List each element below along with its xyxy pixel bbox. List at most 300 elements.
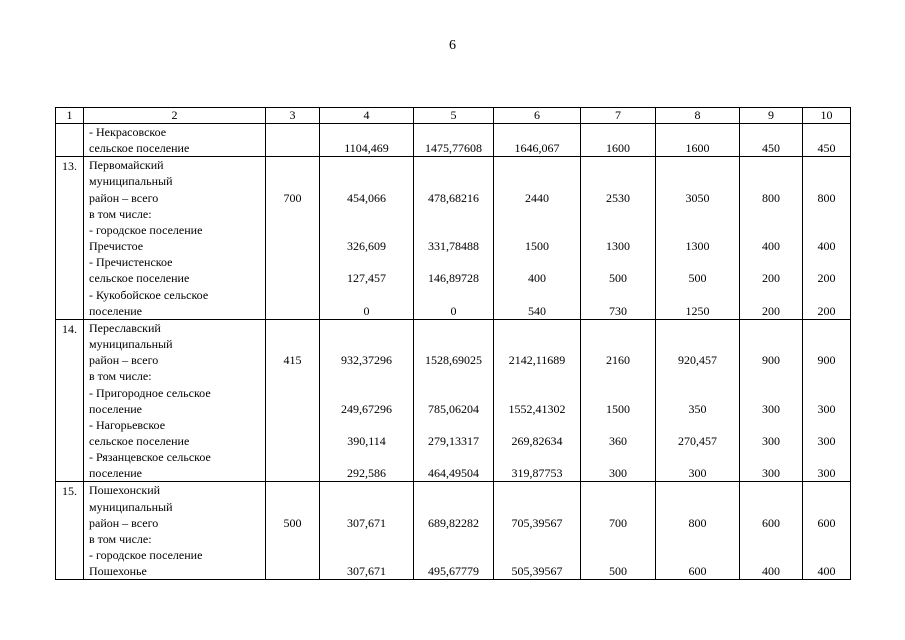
value-line bbox=[740, 206, 802, 222]
value-line: 700 bbox=[283, 190, 302, 205]
value-line: 200 bbox=[762, 303, 780, 318]
value-line: 307,671 bbox=[347, 564, 386, 579]
table-row bbox=[56, 319, 851, 482]
value-line bbox=[266, 384, 319, 400]
value-line bbox=[803, 286, 850, 302]
value-line bbox=[656, 336, 739, 352]
value-line: 300 bbox=[762, 466, 780, 481]
value-line: 450 bbox=[762, 141, 780, 156]
value-line bbox=[494, 222, 580, 238]
value-line bbox=[656, 449, 739, 465]
value-line bbox=[740, 254, 802, 270]
value-line: 454,066 bbox=[347, 190, 386, 205]
value-line bbox=[740, 531, 802, 547]
value-line: 1300 bbox=[606, 239, 630, 254]
name-line: - Нагорьевское bbox=[89, 417, 166, 432]
value-cell bbox=[656, 124, 740, 157]
value-cell bbox=[320, 124, 414, 157]
value-line bbox=[266, 482, 319, 498]
value-line bbox=[656, 547, 739, 563]
value-line bbox=[320, 368, 413, 384]
value-line bbox=[803, 531, 850, 547]
value-cell bbox=[414, 319, 494, 482]
value-line bbox=[581, 417, 655, 433]
value-line bbox=[266, 157, 319, 173]
value-line bbox=[414, 531, 493, 547]
value-line bbox=[581, 368, 655, 384]
value-line bbox=[581, 384, 655, 400]
name-line: в том числе: bbox=[89, 206, 152, 221]
value-line: 307,671 bbox=[347, 515, 386, 530]
value-line bbox=[414, 254, 493, 270]
value-line bbox=[414, 206, 493, 222]
value-cell bbox=[320, 319, 414, 482]
value-line: 2142,11689 bbox=[508, 353, 566, 368]
municipality-name bbox=[84, 124, 266, 157]
value-cell bbox=[803, 157, 851, 320]
header-cell: 6 bbox=[494, 108, 581, 124]
page-number: 6 bbox=[449, 38, 456, 53]
value-line bbox=[581, 254, 655, 270]
value-cell bbox=[414, 482, 494, 580]
value-line bbox=[803, 547, 850, 563]
value-line: 300 bbox=[817, 433, 836, 448]
value-line: 500 bbox=[609, 564, 627, 579]
row-number: 13. bbox=[56, 157, 84, 320]
value-line bbox=[581, 499, 655, 515]
value-line bbox=[320, 449, 413, 465]
value-line bbox=[266, 465, 319, 481]
value-line bbox=[320, 384, 413, 400]
name-line: - Пригородное сельское bbox=[89, 385, 211, 400]
value-line: 400 bbox=[528, 271, 546, 286]
header-cell: 7 bbox=[581, 108, 656, 124]
value-line: 200 bbox=[817, 303, 836, 318]
value-line: 127,457 bbox=[347, 271, 386, 286]
value-line: 2440 bbox=[525, 190, 549, 205]
name-line: - городское поселение bbox=[89, 548, 203, 563]
value-line: 400 bbox=[817, 564, 836, 579]
name-line: Переславский bbox=[89, 320, 161, 335]
value-line bbox=[494, 449, 580, 465]
value-line: 600 bbox=[817, 515, 836, 530]
value-line: 900 bbox=[817, 353, 836, 368]
value-line bbox=[266, 433, 319, 449]
row-number: 15. bbox=[56, 482, 84, 580]
value-line bbox=[656, 254, 739, 270]
value-line: 319,87753 bbox=[511, 466, 563, 481]
value-line bbox=[740, 336, 802, 352]
value-line bbox=[656, 286, 739, 302]
value-cell bbox=[803, 482, 851, 580]
header-cell: 10 bbox=[803, 108, 851, 124]
value-line: 300 bbox=[817, 466, 836, 481]
header-cell: 2 bbox=[84, 108, 266, 124]
value-line bbox=[581, 173, 655, 189]
header-cell: 1 bbox=[56, 108, 84, 124]
value-line bbox=[320, 124, 413, 140]
value-line: 300 bbox=[762, 401, 780, 416]
value-line: 900 bbox=[762, 353, 780, 368]
value-line bbox=[266, 140, 319, 156]
value-cell bbox=[656, 319, 740, 482]
value-line bbox=[266, 401, 319, 417]
value-line: 600 bbox=[762, 515, 780, 530]
value-line bbox=[320, 499, 413, 515]
value-cell bbox=[414, 124, 494, 157]
value-line bbox=[740, 320, 802, 336]
value-line bbox=[740, 222, 802, 238]
municipality-name bbox=[84, 157, 266, 320]
value-line bbox=[494, 499, 580, 515]
value-line bbox=[494, 157, 580, 173]
value-cell bbox=[581, 157, 656, 320]
value-line bbox=[414, 124, 493, 140]
value-line bbox=[656, 499, 739, 515]
name-line: муниципальный bbox=[89, 174, 173, 189]
value-line bbox=[803, 336, 850, 352]
value-line: 495,67779 bbox=[428, 564, 479, 579]
name-line: поселение bbox=[89, 401, 143, 416]
value-line bbox=[414, 547, 493, 563]
value-line bbox=[803, 254, 850, 270]
value-line bbox=[494, 531, 580, 547]
value-line: 1300 bbox=[685, 239, 710, 254]
table-row bbox=[56, 124, 851, 157]
header-cell: 5 bbox=[414, 108, 494, 124]
value-line: 689,82282 bbox=[428, 515, 479, 530]
value-cell bbox=[740, 319, 803, 482]
value-line bbox=[266, 417, 319, 433]
value-cell bbox=[803, 319, 851, 482]
municipality-name bbox=[84, 319, 266, 482]
value-cell bbox=[494, 124, 581, 157]
value-line bbox=[414, 336, 493, 352]
name-line: поселение bbox=[89, 303, 143, 318]
value-line bbox=[803, 124, 850, 140]
value-line bbox=[320, 173, 413, 189]
value-cell bbox=[581, 124, 656, 157]
value-line: 300 bbox=[688, 466, 707, 481]
value-line bbox=[494, 320, 580, 336]
name-line: район – всего bbox=[89, 190, 159, 205]
value-line bbox=[266, 270, 319, 286]
value-line: 400 bbox=[762, 564, 780, 579]
value-line bbox=[320, 206, 413, 222]
value-cell bbox=[803, 124, 851, 157]
name-line: Пошехонский bbox=[89, 483, 161, 498]
value-line bbox=[581, 336, 655, 352]
value-line: 200 bbox=[817, 271, 836, 286]
value-line bbox=[320, 547, 413, 563]
value-line: 400 bbox=[762, 239, 780, 254]
value-line: 331,78488 bbox=[428, 239, 479, 254]
value-line: 800 bbox=[688, 515, 707, 530]
value-line bbox=[494, 482, 580, 498]
value-line: 300 bbox=[609, 466, 627, 481]
value-line bbox=[803, 368, 850, 384]
value-line: 500 bbox=[283, 515, 302, 530]
value-line bbox=[740, 499, 802, 515]
value-line bbox=[581, 547, 655, 563]
value-line bbox=[656, 124, 739, 140]
value-line bbox=[414, 173, 493, 189]
value-cell bbox=[320, 157, 414, 320]
name-line: - городское поселение bbox=[89, 222, 203, 237]
value-line: 1500 bbox=[606, 401, 630, 416]
value-line bbox=[266, 303, 319, 319]
value-line: 920,457 bbox=[678, 353, 717, 368]
name-line: Пречистое bbox=[89, 239, 144, 254]
value-line bbox=[656, 482, 739, 498]
value-line bbox=[494, 336, 580, 352]
header-cell: 3 bbox=[266, 108, 320, 124]
table-row bbox=[56, 157, 851, 320]
value-cell bbox=[494, 319, 581, 482]
value-line: 0 bbox=[363, 303, 370, 318]
value-line: 1475,77608 bbox=[425, 141, 482, 156]
value-line: 705,39567 bbox=[511, 515, 563, 530]
value-line: 0 bbox=[450, 303, 457, 318]
value-line bbox=[266, 206, 319, 222]
value-line: 505,39567 bbox=[511, 564, 563, 579]
value-line bbox=[320, 157, 413, 173]
value-line bbox=[266, 547, 319, 563]
header-cell: 8 bbox=[656, 108, 740, 124]
row-number: 14. bbox=[56, 319, 84, 482]
value-line bbox=[581, 320, 655, 336]
value-cell bbox=[266, 482, 320, 580]
value-line bbox=[414, 499, 493, 515]
value-line: 415 bbox=[283, 353, 302, 368]
value-line bbox=[414, 222, 493, 238]
value-line bbox=[266, 124, 319, 140]
name-line: сельское поселение bbox=[89, 271, 190, 286]
value-line bbox=[803, 320, 850, 336]
value-line bbox=[803, 173, 850, 189]
value-line bbox=[656, 417, 739, 433]
value-cell bbox=[414, 157, 494, 320]
value-line bbox=[656, 320, 739, 336]
municipality-name bbox=[84, 482, 266, 580]
value-line bbox=[494, 173, 580, 189]
name-line: в том числе: bbox=[89, 369, 152, 384]
value-line bbox=[320, 482, 413, 498]
value-line bbox=[266, 449, 319, 465]
name-line: поселение bbox=[89, 466, 143, 481]
value-line: 1600 bbox=[606, 141, 630, 156]
name-line: - Рязанцевское сельское bbox=[89, 450, 211, 465]
value-line: 269,82634 bbox=[511, 433, 563, 448]
value-line bbox=[266, 254, 319, 270]
name-line: сельское поселение bbox=[89, 433, 190, 448]
value-cell bbox=[656, 157, 740, 320]
value-line bbox=[414, 320, 493, 336]
value-line bbox=[740, 449, 802, 465]
value-line: 2530 bbox=[606, 190, 630, 205]
value-line bbox=[656, 173, 739, 189]
value-line: 400 bbox=[817, 239, 836, 254]
value-line: 2160 bbox=[606, 353, 630, 368]
value-line bbox=[581, 124, 655, 140]
value-line bbox=[320, 254, 413, 270]
value-line bbox=[320, 417, 413, 433]
value-line bbox=[494, 417, 580, 433]
header-cell: 9 bbox=[740, 108, 803, 124]
value-line bbox=[803, 222, 850, 238]
value-line bbox=[320, 222, 413, 238]
value-line: 1500 bbox=[525, 239, 549, 254]
name-line: Первомайский bbox=[89, 158, 164, 173]
value-line bbox=[414, 157, 493, 173]
value-line bbox=[266, 286, 319, 302]
value-line bbox=[320, 531, 413, 547]
value-line bbox=[656, 384, 739, 400]
value-cell bbox=[494, 157, 581, 320]
value-line: 292,586 bbox=[347, 466, 386, 481]
value-line bbox=[266, 238, 319, 254]
value-line bbox=[494, 206, 580, 222]
value-line bbox=[494, 384, 580, 400]
value-cell bbox=[320, 482, 414, 580]
value-line bbox=[803, 499, 850, 515]
name-line: Пошехонье bbox=[89, 564, 147, 579]
value-cell bbox=[740, 157, 803, 320]
value-line bbox=[581, 286, 655, 302]
header-cell: 4 bbox=[320, 108, 414, 124]
name-line: район – всего bbox=[89, 515, 159, 530]
value-line bbox=[740, 286, 802, 302]
value-line bbox=[581, 482, 655, 498]
value-line: 450 bbox=[817, 141, 836, 156]
value-line bbox=[266, 173, 319, 189]
value-line: 800 bbox=[817, 190, 836, 205]
value-line: 300 bbox=[817, 401, 836, 416]
value-line: 146,89728 bbox=[428, 271, 479, 286]
value-line bbox=[581, 531, 655, 547]
value-cell bbox=[266, 319, 320, 482]
name-line: муниципальный bbox=[89, 337, 173, 352]
value-line bbox=[320, 320, 413, 336]
value-line bbox=[494, 547, 580, 563]
value-line bbox=[266, 320, 319, 336]
value-line: 270,457 bbox=[678, 433, 717, 448]
value-line: 249,67296 bbox=[341, 401, 392, 416]
value-cell bbox=[656, 482, 740, 580]
value-line: 1552,41302 bbox=[508, 401, 566, 416]
value-line bbox=[656, 531, 739, 547]
value-line bbox=[740, 384, 802, 400]
value-line: 3050 bbox=[685, 190, 710, 205]
value-line bbox=[803, 157, 850, 173]
value-cell bbox=[494, 482, 581, 580]
value-line bbox=[740, 124, 802, 140]
value-line bbox=[266, 499, 319, 515]
row-number bbox=[56, 124, 84, 157]
value-line: 500 bbox=[688, 271, 707, 286]
name-line: - Кукобойское сельское bbox=[89, 287, 209, 302]
value-cell bbox=[266, 157, 320, 320]
value-line bbox=[414, 384, 493, 400]
value-line: 785,06204 bbox=[428, 401, 479, 416]
value-line: 932,37296 bbox=[341, 353, 392, 368]
value-line bbox=[803, 449, 850, 465]
value-line: 800 bbox=[762, 190, 780, 205]
value-line bbox=[494, 124, 580, 140]
value-line bbox=[581, 157, 655, 173]
value-line bbox=[581, 222, 655, 238]
table-row bbox=[56, 482, 851, 580]
value-line bbox=[266, 531, 319, 547]
value-line bbox=[414, 286, 493, 302]
value-cell bbox=[266, 124, 320, 157]
value-line bbox=[740, 368, 802, 384]
value-line: 390,114 bbox=[347, 433, 386, 448]
value-line bbox=[414, 368, 493, 384]
value-line: 326,609 bbox=[347, 239, 386, 254]
value-line bbox=[656, 368, 739, 384]
value-line bbox=[320, 286, 413, 302]
value-line bbox=[266, 563, 319, 579]
value-line: 1528,69025 bbox=[425, 353, 482, 368]
value-line: 478,68216 bbox=[428, 190, 479, 205]
value-line bbox=[581, 449, 655, 465]
value-line: 1600 bbox=[685, 141, 710, 156]
value-line: 1646,067 bbox=[514, 141, 560, 156]
value-line bbox=[740, 157, 802, 173]
value-line bbox=[320, 336, 413, 352]
value-line: 540 bbox=[528, 303, 546, 318]
value-line bbox=[266, 222, 319, 238]
value-cell bbox=[740, 124, 803, 157]
value-line bbox=[803, 206, 850, 222]
value-line: 350 bbox=[688, 401, 707, 416]
value-line bbox=[656, 157, 739, 173]
name-line: - Пречистенское bbox=[89, 255, 173, 270]
value-line: 200 bbox=[762, 271, 780, 286]
value-line bbox=[740, 417, 802, 433]
value-line bbox=[656, 222, 739, 238]
value-line bbox=[414, 449, 493, 465]
value-line: 700 bbox=[609, 515, 627, 530]
name-line: район – всего bbox=[89, 353, 159, 368]
name-line: муниципальный bbox=[89, 499, 173, 514]
value-line bbox=[740, 482, 802, 498]
header-row bbox=[56, 108, 851, 124]
value-line: 730 bbox=[609, 303, 627, 318]
value-line bbox=[656, 206, 739, 222]
value-line: 500 bbox=[609, 271, 627, 286]
value-line bbox=[266, 336, 319, 352]
value-line bbox=[740, 173, 802, 189]
name-line: в том числе: bbox=[89, 531, 152, 546]
value-line: 1104,469 bbox=[344, 141, 389, 156]
value-line bbox=[494, 368, 580, 384]
value-line: 360 bbox=[609, 433, 627, 448]
value-line bbox=[581, 206, 655, 222]
data-table bbox=[55, 107, 851, 580]
value-line bbox=[803, 384, 850, 400]
value-line bbox=[740, 547, 802, 563]
name-line: - Некрасовское bbox=[89, 125, 167, 139]
value-line bbox=[494, 254, 580, 270]
value-line bbox=[414, 482, 493, 498]
value-cell bbox=[581, 319, 656, 482]
name-line: сельское поселение bbox=[89, 141, 190, 156]
value-line bbox=[266, 368, 319, 384]
value-line bbox=[494, 286, 580, 302]
value-cell bbox=[740, 482, 803, 580]
